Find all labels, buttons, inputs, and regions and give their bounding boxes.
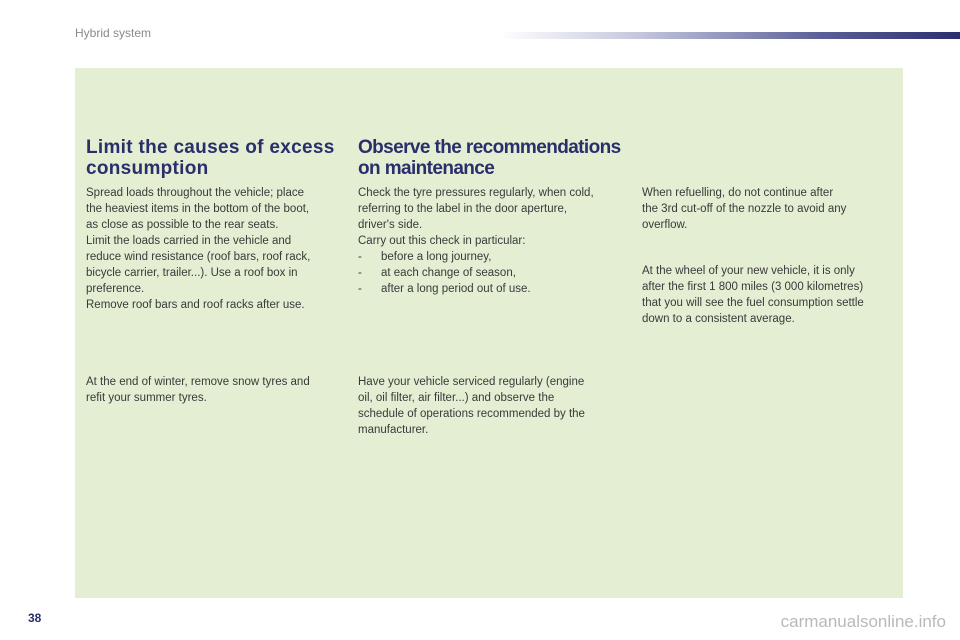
section-title: Hybrid system — [75, 26, 152, 40]
text-line: the 3rd cut-off of the nozzle to avoid any — [642, 203, 847, 215]
heading-line: Limit the causes of excess — [86, 137, 335, 158]
bullet-dash: - — [358, 267, 362, 279]
list-item — [358, 265, 594, 281]
bullet-list — [358, 249, 594, 297]
text-line: oil, oil filter, air filter...) and observe the — [358, 392, 555, 404]
text-line: that you will see the fuel consumption settle — [642, 297, 864, 309]
list-item — [358, 249, 594, 265]
page-number: 38 — [28, 611, 42, 625]
heading-limit-consumption — [86, 137, 335, 179]
heading-line: consumption — [86, 158, 209, 179]
text-line: down to a consistent average. — [642, 313, 795, 325]
text-line: When refuelling, do not continue after — [642, 187, 834, 199]
text-line: At the wheel of your new vehicle, it is only — [642, 265, 855, 277]
text-line: as close as possible to the rear seats. — [86, 219, 279, 231]
list-item — [358, 281, 594, 297]
paragraph-new-vehicle — [642, 263, 864, 327]
heading-line: Observe the recommendations — [358, 137, 621, 158]
bullet-dash: - — [358, 283, 362, 295]
text-line: Spread loads throughout the vehicle; place — [86, 187, 305, 199]
paragraph-servicing — [358, 374, 585, 438]
text-line: At the end of winter, remove snow tyres and — [86, 376, 310, 388]
heading-maintenance — [358, 137, 621, 179]
header-accent-bar — [500, 32, 960, 39]
text-line: driver's side. — [358, 219, 423, 231]
bullet-dash: - — [358, 251, 362, 263]
text-line: referring to the label in the door aperture, — [358, 203, 568, 215]
text-line: Remove roof bars and roof racks after use. — [86, 299, 305, 311]
paragraph-loads — [86, 185, 310, 313]
text-line: Have your vehicle serviced regularly (engine — [358, 376, 585, 388]
text-line: Carry out this check in particular: — [358, 235, 526, 247]
text-line: manufacturer. — [358, 424, 429, 436]
list-item-text: before a long journey, — [381, 251, 492, 263]
text-line: overflow. — [642, 219, 688, 231]
list-item-text: at each change of season, — [381, 267, 516, 279]
paragraph-refuelling — [642, 185, 846, 233]
text-line: Check the tyre pressures regularly, when cold, — [358, 187, 594, 199]
text-line: after the first 1 800 miles (3 000 kilometres) — [642, 281, 864, 293]
text-line: bicycle carrier, trailer...). Use a roof box in — [86, 267, 298, 279]
text-line: refit your summer tyres. — [86, 392, 207, 404]
paragraph-snow-tyres — [86, 374, 310, 406]
text-line: reduce wind resistance (roof bars, roof rack, — [86, 251, 311, 263]
text-line: schedule of operations recommended by the — [358, 408, 585, 420]
text-line: the heaviest items in the bottom of the boot, — [86, 203, 310, 215]
text-line: Limit the loads carried in the vehicle and — [86, 235, 292, 247]
paragraph-tyre-pressure — [358, 185, 594, 297]
list-item-text: after a long period out of use. — [381, 283, 531, 295]
watermark: carmanualsonline.info — [780, 612, 946, 631]
text-line: preference. — [86, 283, 145, 295]
heading-line: on maintenance — [358, 158, 495, 179]
